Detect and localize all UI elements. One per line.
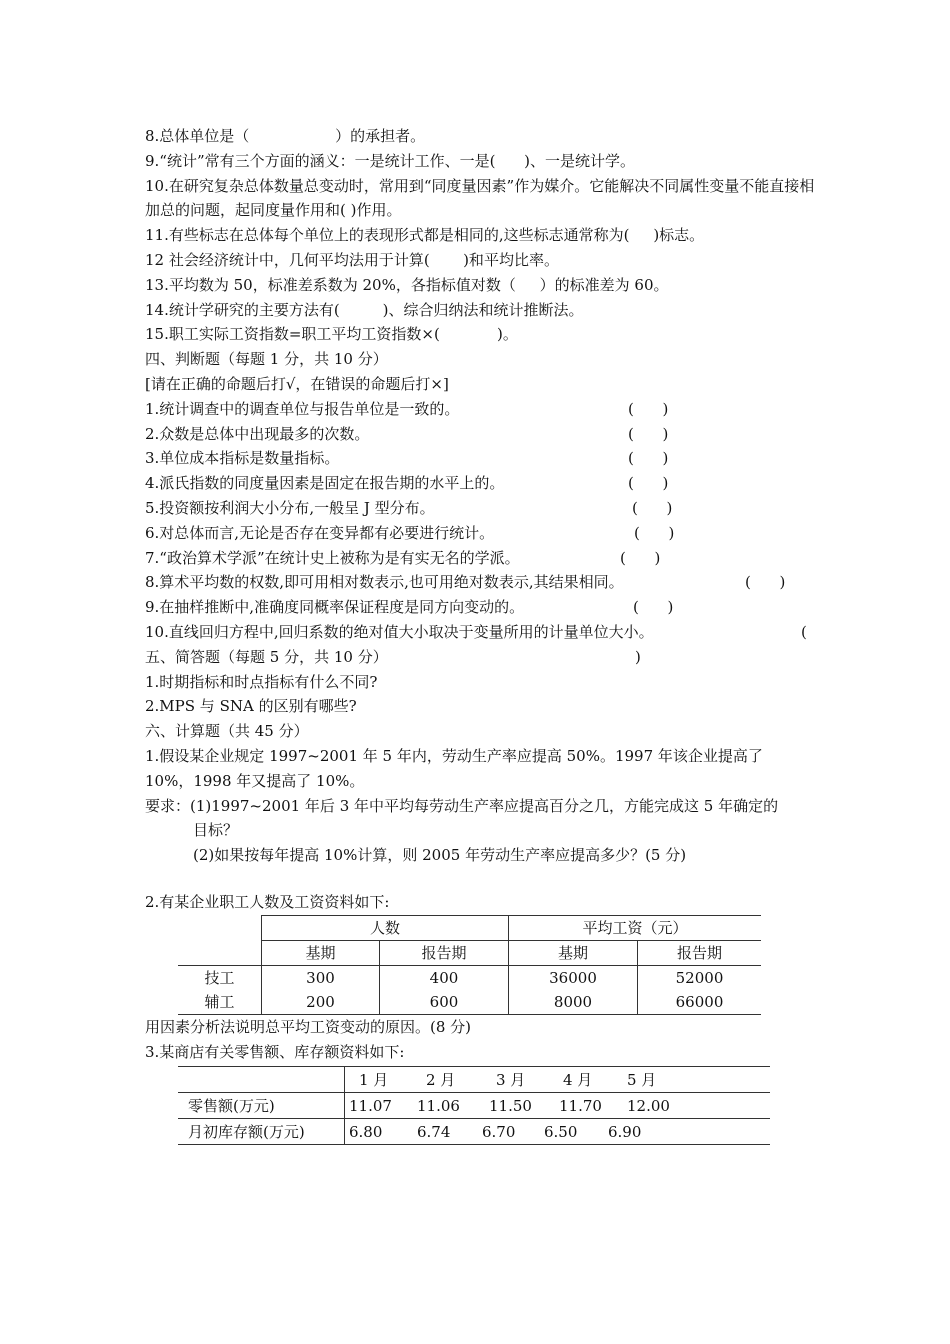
judge-instruction: [请在正确的命题后打√，在错误的命题后打×] xyxy=(145,374,449,393)
question-8: 8.总体单位是（ ）的承担者。 xyxy=(145,127,426,145)
month-headers xyxy=(345,1067,771,1093)
table-cell: 400 xyxy=(380,965,509,990)
short-answer-heading: 五、简答题（每题 5 分，共 10 分） xyxy=(145,647,388,666)
table-row-label: 技工 xyxy=(204,969,235,988)
answer-paren[interactable]: ( ) xyxy=(634,523,675,542)
judge-item-text: 2.众数是总体中出现最多的次数。 xyxy=(145,424,370,443)
judge-item-text: 7.“政治算术学派”在统计史上被称为是有实无名的学派。 xyxy=(145,548,520,567)
answer-paren[interactable]: ( ) xyxy=(632,498,673,517)
short-answer-q2: 2.MPS 与 SNA 的区别有哪些? xyxy=(145,697,357,716)
judge-item-8 xyxy=(145,570,815,595)
sales-table xyxy=(178,1066,770,1145)
judge-item-10 xyxy=(145,620,815,645)
answer-paren[interactable]: ( ) xyxy=(745,573,786,592)
month-header: 2 月 xyxy=(426,1071,456,1090)
calc-q1-text: 1.假设某企业规定 1997~2001 年 5 年内，劳动生产率应提高 50%。1997 年该企业提高了 10%，1998 年又提高了 10%。 xyxy=(145,746,763,790)
table-cell: 12.00 xyxy=(627,1096,670,1115)
table-column-header: 报告期 xyxy=(638,940,762,965)
table-header-row xyxy=(178,1067,770,1093)
table-row-values xyxy=(345,1119,771,1145)
calc-q1-requirement-2: (2)如果按每年提高 10%计算，则 2005 年劳动生产率应提高多少？(5 分) xyxy=(193,846,687,865)
short-answer-q1: 1.时期指标和时点指标有什么不同? xyxy=(145,672,378,691)
judge-item-text: 3.单位成本指标是数量指标。 xyxy=(145,449,340,468)
table-cell: 11.06 xyxy=(417,1096,460,1115)
table-row-label: 辅工 xyxy=(178,990,262,1015)
table-cell: 6.50 xyxy=(544,1122,578,1141)
table-cell: 11.07 xyxy=(349,1096,392,1115)
table-column-header: 基期 xyxy=(262,940,380,965)
calc-q3-text: 3.某商店有关零售额、库存额资料如下: xyxy=(145,1042,405,1061)
month-header: 1 月 xyxy=(359,1071,389,1090)
judge-item-text: 9.在抽样推断中,准确度同概率保证程度是同方向变动的。 xyxy=(145,598,525,617)
table-cell: 6.80 xyxy=(349,1122,383,1141)
judge-item-7 xyxy=(145,546,815,571)
table-row xyxy=(178,965,761,990)
calc-q1-requirement-cont: 目标？ xyxy=(193,821,239,840)
question-9: 9.“统计”常有三个方面的涵义：一是统计工作、一是( )、一是统计学。 xyxy=(145,151,635,170)
judge-item-9 xyxy=(145,595,815,620)
table-header-row xyxy=(178,915,761,940)
calc-q2-text: 2.有某企业职工人数及工资资料如下: xyxy=(145,892,390,911)
table-cell: 6.74 xyxy=(417,1122,451,1141)
table-cell: 6.90 xyxy=(608,1122,642,1141)
answer-paren[interactable]: ( ) xyxy=(628,474,669,493)
exam-page xyxy=(145,124,815,1145)
table-cell: 66000 xyxy=(638,990,762,1015)
judge-item-6 xyxy=(145,521,815,546)
judge-item-text: 5.投资额按利润大小分布,一般呈 J 型分布。 xyxy=(145,498,435,517)
table-column-header: 报告期 xyxy=(380,940,509,965)
question-13: 13.平均数为 50，标准差系数为 20%，各指标值对数（ ）的标准差为 60。 xyxy=(145,275,669,294)
table-cell: 6.70 xyxy=(482,1122,516,1141)
month-header: 4 月 xyxy=(563,1071,593,1090)
question-11: 11.有些标志在总体每个单位上的表现形式都是相同的,这些标志通常称为( )标志。 xyxy=(145,226,705,245)
table-column-header: 基期 xyxy=(509,940,638,965)
table-group-header: 人数 xyxy=(262,915,509,940)
judge-item-text: 6.对总体而言,无论是否存在变异都有必要进行统计。 xyxy=(145,523,495,542)
table-row xyxy=(178,1119,770,1145)
table-row-values xyxy=(345,1093,771,1119)
answer-paren[interactable]: ( ) xyxy=(620,548,661,567)
table-subheader-row xyxy=(178,940,761,965)
question-12: 12 社会经济统计中，几何平均法用于计算( )和平均比率。 xyxy=(145,250,559,269)
table-cell: 11.50 xyxy=(489,1096,532,1115)
judge-heading: 四、判断题（每题 1 分，共 10 分） xyxy=(145,350,388,369)
table-row xyxy=(178,1093,770,1119)
judge-item-text: 4.派氏指数的同度量因素是固定在报告期的水平上的。 xyxy=(145,474,505,493)
judge-item-2 xyxy=(145,422,815,447)
table-cell: 11.70 xyxy=(559,1096,602,1115)
question-15: 15.职工实际工资指数=职工平均工资指数×( )。 xyxy=(145,325,518,344)
table-row-label: 零售额(万元) xyxy=(178,1093,345,1119)
table-group-header: 平均工资（元） xyxy=(509,915,762,940)
calc-q2-after: 用因素分析法说明总平均工资变动的原因。(8 分) xyxy=(145,1017,472,1036)
answer-paren-close: ) xyxy=(635,647,641,666)
table-cell: 200 xyxy=(262,990,380,1015)
judge-item-text: 10.直线回归方程中,回归系数的绝对值大小取决于变量所用的计量单位大小。 xyxy=(145,622,654,641)
question-14: 14.统计学研究的主要方法有( )、综合归纳法和统计推断法。 xyxy=(145,300,584,319)
table-row-label: 月初库存额(万元) xyxy=(178,1119,345,1145)
month-header: 5 月 xyxy=(627,1071,657,1090)
judge-item-text: 8.算术平均数的权数,即可用相对数表示,也可用绝对数表示,其结果相同。 xyxy=(145,573,624,592)
calc-heading: 六、计算题（共 45 分） xyxy=(145,722,309,741)
table-row xyxy=(178,990,761,1015)
table-cell: 300 xyxy=(262,965,380,990)
answer-paren[interactable]: ( ) xyxy=(633,598,674,617)
judge-item-1 xyxy=(145,397,815,422)
answer-paren[interactable]: ( ) xyxy=(628,399,669,418)
judge-item-text: 1.统计调查中的调查单位与报告单位是一致的。 xyxy=(145,399,460,418)
table-cell: 8000 xyxy=(509,990,638,1015)
table-cell: 52000 xyxy=(638,965,762,990)
table-cell: 36000 xyxy=(509,965,638,990)
judge-item-3 xyxy=(145,446,815,471)
judge-item-4 xyxy=(145,471,815,496)
table-cell: 600 xyxy=(380,990,509,1015)
wage-table xyxy=(178,915,761,1015)
month-header: 3 月 xyxy=(496,1071,526,1090)
calc-q1-requirement: 要求：(1)1997~2001 年后 3 年中平均每劳动生产率应提高百分之几，方能完成这 5 年确定的 xyxy=(145,796,779,815)
answer-paren[interactable]: ( ) xyxy=(628,449,669,468)
judge-item-5 xyxy=(145,496,815,521)
answer-paren-open[interactable]: ( xyxy=(801,622,807,641)
answer-paren[interactable]: ( ) xyxy=(628,424,669,443)
question-10: 10.在研究复杂总体数量总变动时，常用到“同度量因素”作为媒介。它能解决不同属性变量不能直接相加总的问题，起同度量作用和( )作用。 xyxy=(145,176,815,220)
